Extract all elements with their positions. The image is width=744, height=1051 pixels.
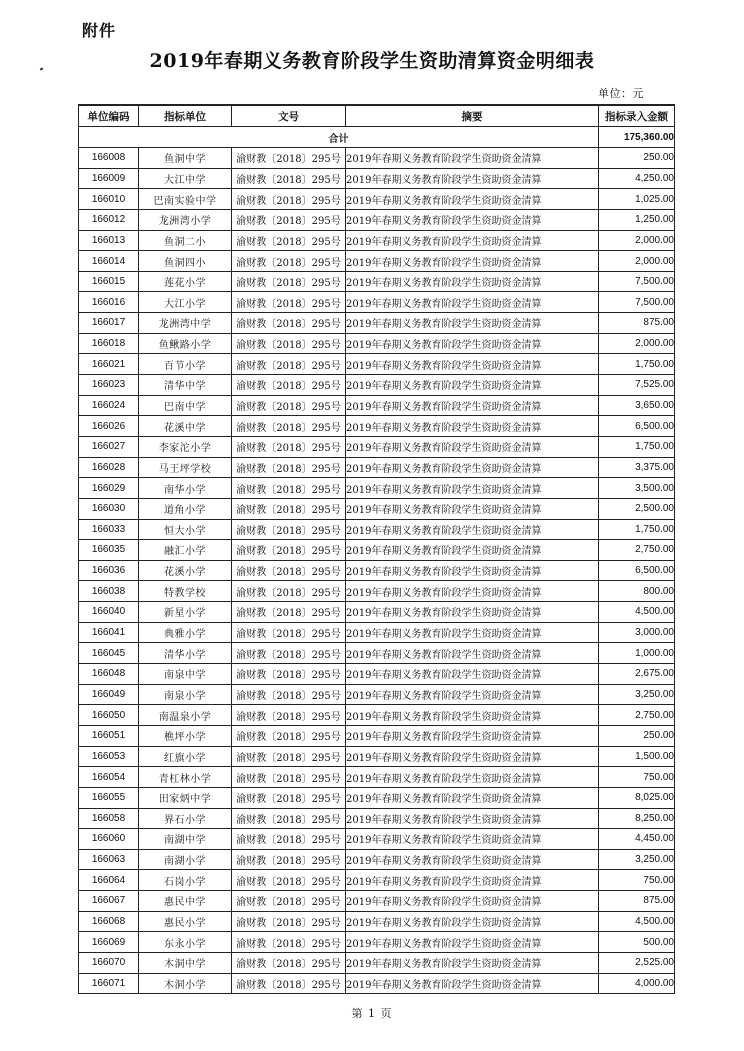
doc-number-cell: 渝财教〔2018〕295号: [232, 891, 346, 912]
amount-cell: 2,525.00: [599, 952, 675, 973]
doc-number-cell: 渝财教〔2018〕295号: [232, 209, 346, 230]
page-number: 第 1 页: [351, 1007, 393, 1020]
unit-name-cell: 莲花小学: [139, 271, 232, 292]
unit-name-cell: 李家沱小学: [139, 436, 232, 457]
unit-label: 单位：元: [598, 87, 644, 100]
unit-code-cell: 166063: [79, 849, 139, 870]
table-row: [79, 519, 675, 540]
doc-number-cell: 渝财教〔2018〕295号: [232, 519, 346, 540]
doc-number-cell: 渝财教〔2018〕295号: [232, 354, 346, 375]
unit-code-cell: 166041: [79, 622, 139, 643]
unit-code-cell: 166013: [79, 230, 139, 251]
doc-number-cell: 渝财教〔2018〕295号: [232, 292, 346, 313]
table-row: [79, 787, 675, 808]
summary-cell: 2019年春期义务教育阶段学生资助资金清算: [346, 746, 599, 767]
table-row: [79, 705, 675, 726]
unit-code-cell: 166008: [79, 148, 139, 169]
unit-name-cell: 百节小学: [139, 354, 232, 375]
table-row: [79, 395, 675, 416]
doc-number-cell: 渝财教〔2018〕295号: [232, 973, 346, 994]
table-row: [79, 209, 675, 230]
unit-code-cell: 166053: [79, 746, 139, 767]
unit-code-cell: 166049: [79, 684, 139, 705]
table-header-row: [79, 105, 675, 127]
doc-number-cell: 渝财教〔2018〕295号: [232, 952, 346, 973]
table-row: [79, 622, 675, 643]
table-row: [79, 767, 675, 788]
unit-code-cell: 166023: [79, 375, 139, 396]
unit-name-cell: 东永小学: [139, 932, 232, 953]
amount-cell: 3,375.00: [599, 457, 675, 478]
summary-cell: 2019年春期义务教育阶段学生资助资金清算: [346, 891, 599, 912]
table-row: [79, 313, 675, 334]
unit-name-cell: 巴南中学: [139, 395, 232, 416]
amount-cell: 1,500.00: [599, 746, 675, 767]
summary-cell: 2019年春期义务教育阶段学生资助资金清算: [346, 829, 599, 850]
unit-code-cell: 166021: [79, 354, 139, 375]
doc-number-cell: 渝财教〔2018〕295号: [232, 684, 346, 705]
amount-cell: 2,000.00: [599, 251, 675, 272]
unit-code-cell: 166018: [79, 333, 139, 354]
unit-code-cell: 166060: [79, 829, 139, 850]
unit-name-cell: 南温泉小学: [139, 705, 232, 726]
column-header-unit: 指标单位: [139, 105, 232, 127]
doc-number-cell: 渝财教〔2018〕295号: [232, 622, 346, 643]
doc-number-cell: 渝财教〔2018〕295号: [232, 746, 346, 767]
doc-number-cell: 渝财教〔2018〕295号: [232, 849, 346, 870]
unit-code-cell: 166054: [79, 767, 139, 788]
amount-cell: 3,000.00: [599, 622, 675, 643]
doc-number-cell: 渝财教〔2018〕295号: [232, 168, 346, 189]
doc-number-cell: 渝财教〔2018〕295号: [232, 911, 346, 932]
unit-name-cell: 花溪中学: [139, 416, 232, 437]
column-header-amount: 指标录入金额: [599, 105, 675, 127]
unit-name-cell: 鱼洞二小: [139, 230, 232, 251]
doc-number-cell: 渝财教〔2018〕295号: [232, 271, 346, 292]
doc-number-cell: 渝财教〔2018〕295号: [232, 643, 346, 664]
table-row: [79, 684, 675, 705]
summary-cell: 2019年春期义务教育阶段学生资助资金清算: [346, 209, 599, 230]
table-row: [79, 230, 675, 251]
summary-cell: 2019年春期义务教育阶段学生资助资金清算: [346, 416, 599, 437]
detail-table: [78, 104, 675, 994]
unit-name-cell: 大江小学: [139, 292, 232, 313]
amount-cell: 4,500.00: [599, 911, 675, 932]
doc-number-cell: 渝财教〔2018〕295号: [232, 395, 346, 416]
unit-name-cell: 典雅小学: [139, 622, 232, 643]
doc-number-cell: 渝财教〔2018〕295号: [232, 725, 346, 746]
summary-cell: 2019年春期义务教育阶段学生资助资金清算: [346, 333, 599, 354]
unit-code-cell: 166036: [79, 560, 139, 581]
summary-cell: 2019年春期义务教育阶段学生资助资金清算: [346, 767, 599, 788]
amount-cell: 250.00: [599, 725, 675, 746]
attachment-label: 附件: [82, 21, 117, 40]
doc-number-cell: 渝财教〔2018〕295号: [232, 230, 346, 251]
amount-cell: 4,250.00: [599, 168, 675, 189]
table-row: [79, 292, 675, 313]
amount-cell: 875.00: [599, 891, 675, 912]
unit-code-cell: 166051: [79, 725, 139, 746]
doc-number-cell: 渝财教〔2018〕295号: [232, 932, 346, 953]
unit-code-cell: 166014: [79, 251, 139, 272]
unit-name-cell: 南泉中学: [139, 664, 232, 685]
unit-name-cell: 惠民中学: [139, 891, 232, 912]
unit-name-cell: 木洞中学: [139, 952, 232, 973]
unit-name-cell: 恒大小学: [139, 519, 232, 540]
table-row: [79, 498, 675, 519]
unit-code-cell: 166069: [79, 932, 139, 953]
summary-cell: 2019年春期义务教育阶段学生资助资金清算: [346, 478, 599, 499]
table-row: [79, 478, 675, 499]
summary-cell: 2019年春期义务教育阶段学生资助资金清算: [346, 581, 599, 602]
summary-cell: 2019年春期义务教育阶段学生资助资金清算: [346, 870, 599, 891]
unit-name-cell: 大江中学: [139, 168, 232, 189]
table-row: [79, 952, 675, 973]
summary-cell: 2019年春期义务教育阶段学生资助资金清算: [346, 602, 599, 623]
summary-cell: 2019年春期义务教育阶段学生资助资金清算: [346, 251, 599, 272]
doc-number-cell: 渝财教〔2018〕295号: [232, 457, 346, 478]
summary-cell: 2019年春期义务教育阶段学生资助资金清算: [346, 498, 599, 519]
summary-cell: 2019年春期义务教育阶段学生资助资金清算: [346, 622, 599, 643]
unit-name-cell: 田家炳中学: [139, 787, 232, 808]
unit-code-cell: 166048: [79, 664, 139, 685]
amount-cell: 3,250.00: [599, 684, 675, 705]
unit-name-cell: 红旗小学: [139, 746, 232, 767]
unit-code-cell: 166055: [79, 787, 139, 808]
unit-code-cell: 166050: [79, 705, 139, 726]
summary-cell: 2019年春期义务教育阶段学生资助资金清算: [346, 457, 599, 478]
table-row: [79, 973, 675, 994]
summary-cell: 2019年春期义务教育阶段学生资助资金清算: [346, 189, 599, 210]
doc-number-cell: 渝财教〔2018〕295号: [232, 705, 346, 726]
summary-cell: 2019年春期义务教育阶段学生资助资金清算: [346, 932, 599, 953]
amount-cell: 2,750.00: [599, 705, 675, 726]
unit-code-cell: 166035: [79, 540, 139, 561]
unit-code-cell: 166027: [79, 436, 139, 457]
summary-cell: 2019年春期义务教育阶段学生资助资金清算: [346, 395, 599, 416]
summary-cell: 2019年春期义务教育阶段学生资助资金清算: [346, 849, 599, 870]
unit-code-cell: 166010: [79, 189, 139, 210]
table-row: [79, 148, 675, 169]
table-row: [79, 436, 675, 457]
column-header-code: 单位编码: [79, 105, 139, 127]
table-row: [79, 251, 675, 272]
table-row: [79, 829, 675, 850]
summary-cell: 2019年春期义务教育阶段学生资助资金清算: [346, 375, 599, 396]
doc-number-cell: 渝财教〔2018〕295号: [232, 478, 346, 499]
total-label: 合计: [79, 127, 599, 148]
unit-code-cell: 166071: [79, 973, 139, 994]
unit-code-cell: 166067: [79, 891, 139, 912]
amount-cell: 2,675.00: [599, 664, 675, 685]
summary-cell: 2019年春期义务教育阶段学生资助资金清算: [346, 911, 599, 932]
unit-name-cell: 清华中学: [139, 375, 232, 396]
summary-cell: 2019年春期义务教育阶段学生资助资金清算: [346, 705, 599, 726]
unit-name-cell: 南湖中学: [139, 829, 232, 850]
table-row: [79, 540, 675, 561]
table-row: [79, 333, 675, 354]
table-row: [79, 808, 675, 829]
doc-number-cell: 渝财教〔2018〕295号: [232, 560, 346, 581]
doc-number-cell: 渝财教〔2018〕295号: [232, 251, 346, 272]
unit-name-cell: 青杠林小学: [139, 767, 232, 788]
unit-name-cell: 马王坪学校: [139, 457, 232, 478]
amount-cell: 8,250.00: [599, 808, 675, 829]
doc-number-cell: 渝财教〔2018〕295号: [232, 664, 346, 685]
summary-cell: 2019年春期义务教育阶段学生资助资金清算: [346, 643, 599, 664]
unit-code-cell: 166028: [79, 457, 139, 478]
amount-cell: 750.00: [599, 870, 675, 891]
amount-cell: 4,500.00: [599, 602, 675, 623]
table-row: [79, 891, 675, 912]
unit-code-cell: 166068: [79, 911, 139, 932]
amount-cell: 8,025.00: [599, 787, 675, 808]
unit-name-cell: 清华小学: [139, 643, 232, 664]
unit-name-cell: 石岗小学: [139, 870, 232, 891]
unit-name-cell: 道角小学: [139, 498, 232, 519]
summary-cell: 2019年春期义务教育阶段学生资助资金清算: [346, 808, 599, 829]
unit-name-cell: 巴南实验中学: [139, 189, 232, 210]
total-row: [79, 127, 675, 148]
total-amount: 175,360.00: [599, 127, 675, 148]
table-row: [79, 560, 675, 581]
summary-cell: 2019年春期义务教育阶段学生资助资金清算: [346, 313, 599, 334]
amount-cell: 750.00: [599, 767, 675, 788]
doc-number-cell: 渝财教〔2018〕295号: [232, 148, 346, 169]
unit-name-cell: 木洞小学: [139, 973, 232, 994]
amount-cell: 7,500.00: [599, 292, 675, 313]
unit-name-cell: 惠民小学: [139, 911, 232, 932]
summary-cell: 2019年春期义务教育阶段学生资助资金清算: [346, 973, 599, 994]
amount-cell: 3,500.00: [599, 478, 675, 499]
summary-cell: 2019年春期义务教育阶段学生资助资金清算: [346, 664, 599, 685]
summary-cell: 2019年春期义务教育阶段学生资助资金清算: [346, 519, 599, 540]
unit-name-cell: 鱼鳅路小学: [139, 333, 232, 354]
unit-name-cell: 融汇小学: [139, 540, 232, 561]
table-row: [79, 643, 675, 664]
amount-cell: 1,250.00: [599, 209, 675, 230]
unit-name-cell: 龙洲湾小学: [139, 209, 232, 230]
unit-name-cell: 樵坪小学: [139, 725, 232, 746]
doc-number-cell: 渝财教〔2018〕295号: [232, 189, 346, 210]
doc-number-cell: 渝财教〔2018〕295号: [232, 787, 346, 808]
table-row: [79, 168, 675, 189]
table-row: [79, 870, 675, 891]
amount-cell: 6,500.00: [599, 560, 675, 581]
unit-code-cell: 166070: [79, 952, 139, 973]
amount-cell: 1,750.00: [599, 354, 675, 375]
table-row: [79, 849, 675, 870]
amount-cell: 2,750.00: [599, 540, 675, 561]
table-row: [79, 354, 675, 375]
amount-cell: 1,750.00: [599, 519, 675, 540]
unit-name-cell: 花溪小学: [139, 560, 232, 581]
amount-cell: 2,500.00: [599, 498, 675, 519]
amount-cell: 1,750.00: [599, 436, 675, 457]
document-title: 2019年春期义务教育阶段学生资助清算资金明细表: [149, 50, 595, 72]
amount-cell: 1,025.00: [599, 189, 675, 210]
amount-cell: 4,450.00: [599, 829, 675, 850]
table-row: [79, 375, 675, 396]
table-row: [79, 581, 675, 602]
summary-cell: 2019年春期义务教育阶段学生资助资金清算: [346, 271, 599, 292]
doc-number-cell: 渝财教〔2018〕295号: [232, 436, 346, 457]
summary-cell: 2019年春期义务教育阶段学生资助资金清算: [346, 436, 599, 457]
doc-number-cell: 渝财教〔2018〕295号: [232, 870, 346, 891]
doc-number-cell: 渝财教〔2018〕295号: [232, 375, 346, 396]
doc-number-cell: 渝财教〔2018〕295号: [232, 540, 346, 561]
doc-number-cell: 渝财教〔2018〕295号: [232, 333, 346, 354]
amount-cell: 2,000.00: [599, 230, 675, 251]
table-row: [79, 602, 675, 623]
summary-cell: 2019年春期义务教育阶段学生资助资金清算: [346, 230, 599, 251]
unit-code-cell: 166033: [79, 519, 139, 540]
doc-number-cell: 渝财教〔2018〕295号: [232, 808, 346, 829]
unit-code-cell: 166012: [79, 209, 139, 230]
summary-cell: 2019年春期义务教育阶段学生资助资金清算: [346, 148, 599, 169]
unit-code-cell: 166064: [79, 870, 139, 891]
amount-cell: 875.00: [599, 313, 675, 334]
unit-name-cell: 鱼洞中学: [139, 148, 232, 169]
unit-name-cell: 界石小学: [139, 808, 232, 829]
doc-number-cell: 渝财教〔2018〕295号: [232, 313, 346, 334]
amount-cell: 800.00: [599, 581, 675, 602]
summary-cell: 2019年春期义务教育阶段学生资助资金清算: [346, 354, 599, 375]
doc-number-cell: 渝财教〔2018〕295号: [232, 767, 346, 788]
table-row: [79, 457, 675, 478]
table-row: [79, 189, 675, 210]
amount-cell: 1,000.00: [599, 643, 675, 664]
amount-cell: 7,525.00: [599, 375, 675, 396]
unit-name-cell: 特教学校: [139, 581, 232, 602]
unit-code-cell: 166017: [79, 313, 139, 334]
amount-cell: 3,250.00: [599, 849, 675, 870]
unit-name-cell: 鱼洞四小: [139, 251, 232, 272]
unit-code-cell: 166038: [79, 581, 139, 602]
summary-cell: 2019年春期义务教育阶段学生资助资金清算: [346, 540, 599, 561]
table-row: [79, 725, 675, 746]
amount-cell: 6,500.00: [599, 416, 675, 437]
column-header-summary: 摘要: [346, 105, 599, 127]
unit-code-cell: 166040: [79, 602, 139, 623]
amount-cell: 4,000.00: [599, 973, 675, 994]
table-row: [79, 271, 675, 292]
summary-cell: 2019年春期义务教育阶段学生资助资金清算: [346, 787, 599, 808]
unit-code-cell: 166009: [79, 168, 139, 189]
unit-code-cell: 166016: [79, 292, 139, 313]
summary-cell: 2019年春期义务教育阶段学生资助资金清算: [346, 560, 599, 581]
unit-name-cell: 南华小学: [139, 478, 232, 499]
doc-number-cell: 渝财教〔2018〕295号: [232, 498, 346, 519]
unit-code-cell: 166026: [79, 416, 139, 437]
doc-number-cell: 渝财教〔2018〕295号: [232, 581, 346, 602]
doc-number-cell: 渝财教〔2018〕295号: [232, 829, 346, 850]
unit-name-cell: 南泉小学: [139, 684, 232, 705]
column-header-doc-number: 文号: [232, 105, 346, 127]
table-row: [79, 664, 675, 685]
summary-cell: 2019年春期义务教育阶段学生资助资金清算: [346, 168, 599, 189]
amount-cell: 2,000.00: [599, 333, 675, 354]
unit-code-cell: 166058: [79, 808, 139, 829]
amount-cell: 250.00: [599, 148, 675, 169]
unit-name-cell: 龙洲湾中学: [139, 313, 232, 334]
table-row: [79, 911, 675, 932]
doc-number-cell: 渝财教〔2018〕295号: [232, 416, 346, 437]
summary-cell: 2019年春期义务教育阶段学生资助资金清算: [346, 952, 599, 973]
unit-code-cell: 166024: [79, 395, 139, 416]
table-row: [79, 932, 675, 953]
table-row: [79, 416, 675, 437]
summary-cell: 2019年春期义务教育阶段学生资助资金清算: [346, 292, 599, 313]
unit-code-cell: 166030: [79, 498, 139, 519]
summary-cell: 2019年春期义务教育阶段学生资助资金清算: [346, 725, 599, 746]
unit-name-cell: 新星小学: [139, 602, 232, 623]
unit-code-cell: 166045: [79, 643, 139, 664]
table-row: [79, 746, 675, 767]
unit-name-cell: 南湖小学: [139, 849, 232, 870]
unit-code-cell: 166029: [79, 478, 139, 499]
summary-cell: 2019年春期义务教育阶段学生资助资金清算: [346, 684, 599, 705]
amount-cell: 3,650.00: [599, 395, 675, 416]
unit-code-cell: 166015: [79, 271, 139, 292]
doc-number-cell: 渝财教〔2018〕295号: [232, 602, 346, 623]
amount-cell: 500.00: [599, 932, 675, 953]
amount-cell: 7,500.00: [599, 271, 675, 292]
